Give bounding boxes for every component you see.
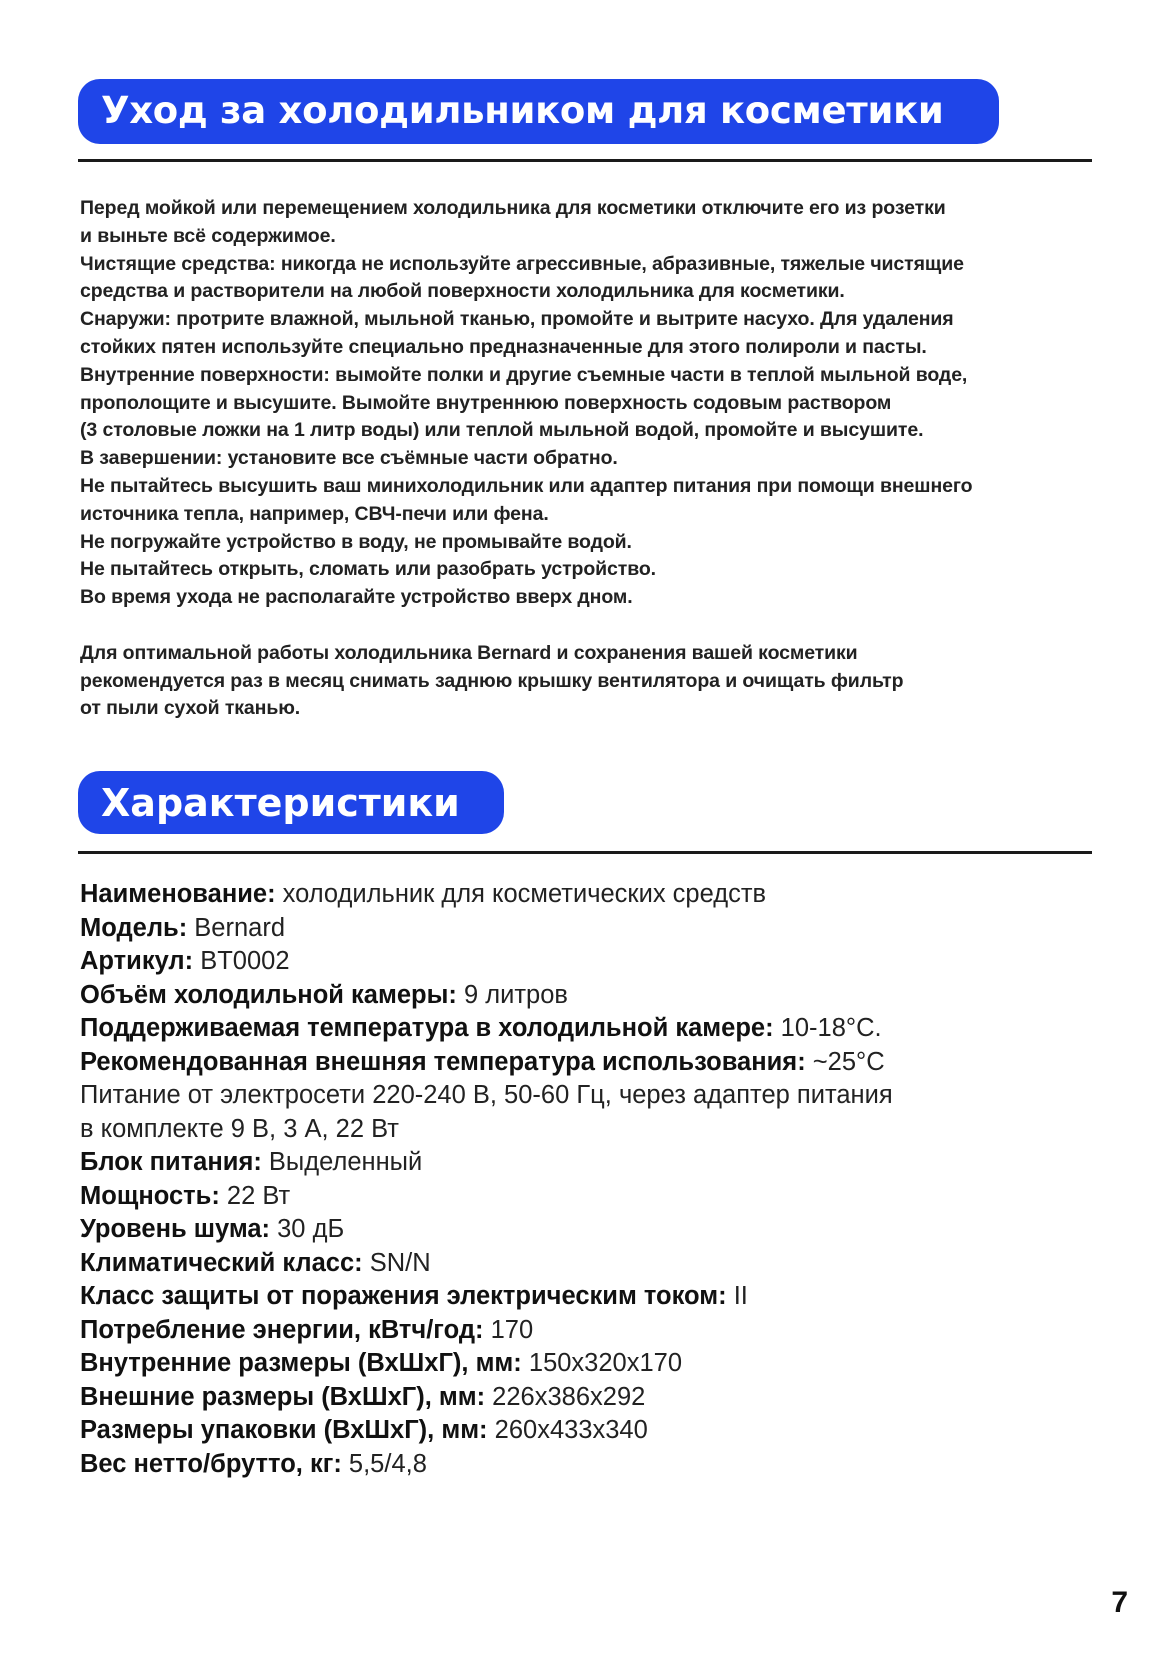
spec-label: Класс защиты от поражения электрическим током: — [80, 1282, 727, 1310]
spec-row-power — [80, 1180, 1100, 1214]
spec-row-name — [80, 878, 1100, 912]
care-line: Не пытайтесь высушить ваш минихолодильник или адаптер питания при помощи внешнего — [80, 474, 973, 497]
spec-row-energy — [80, 1314, 1100, 1348]
specs-list — [80, 878, 1100, 1481]
spec-row-power-supply — [80, 1079, 1100, 1113]
spec-value: 260x433x340 — [487, 1416, 648, 1444]
spec-label: Наименование: — [80, 880, 276, 908]
spec-value: BT0002 — [193, 947, 290, 975]
spec-value: ~25°С — [805, 1047, 885, 1076]
spec-value: 22 Вт — [219, 1181, 291, 1210]
spec-row-weight — [80, 1448, 1100, 1482]
spec-row-power-unit — [80, 1146, 1100, 1180]
care-line: В завершении: установите все съёмные части обратно. — [80, 447, 618, 470]
spec-row-ambient-temperature — [80, 1046, 1100, 1080]
spec-row-model — [80, 912, 1100, 946]
spec-value: 9 литров — [456, 980, 568, 1009]
spec-row-package-dimensions — [80, 1414, 1100, 1448]
spec-row-power-supply-cont — [80, 1113, 1100, 1147]
care-line: Не пытайтесь открыть, сломать или разобрать устройство. — [80, 558, 656, 581]
specs-section-title: Характеристики — [78, 771, 504, 834]
care-note-line: рекомендуется раз в месяц снимать заднюю крышку вентилятора и очищать фильтр — [80, 669, 904, 692]
spec-row-volume — [80, 979, 1100, 1013]
spec-label: Модель: — [80, 913, 188, 942]
spec-value: холодильник для косметических средств — [275, 880, 767, 908]
care-line: Чистящие средства: никогда не используйте агрессивные, абразивные, тяжелые чистящие — [80, 252, 964, 275]
spec-label: Артикул: — [80, 947, 194, 975]
spec-label: Размеры упаковки (ВхШхГ), мм: — [80, 1416, 488, 1444]
spec-label: Внутренние размеры (ВхШхГ), мм: — [80, 1349, 522, 1377]
spec-row-internal-dimensions — [80, 1347, 1100, 1381]
spec-label: Климатический класс: — [80, 1248, 363, 1277]
spec-row-noise — [80, 1213, 1100, 1247]
care-line: Во время ухода не располагайте устройство вверх дном. — [80, 586, 633, 609]
spec-row-climate-class — [80, 1247, 1100, 1281]
care-line: (3 столовые ложки на 1 литр воды) или теплой мыльной водой, промойте и высушите. — [80, 419, 924, 442]
spec-row-article — [80, 945, 1100, 979]
care-divider — [78, 159, 1092, 162]
spec-label: Объём холодильной камеры: — [80, 980, 457, 1009]
care-line: Внутренние поверхности: вымойте полки и другие съемные части в теплой мыльной воде, — [80, 363, 968, 386]
spec-value: Питание от электросети 220-240 В, 50-60 Гц, через адаптер питания — [80, 1081, 893, 1109]
spec-label: Поддерживаемая температура в холодильной камере: — [80, 1014, 774, 1042]
care-instructions — [80, 195, 1100, 723]
spec-row-temperature — [80, 1012, 1100, 1046]
care-section-title: Уход за холодильником для косметики — [78, 79, 999, 144]
specs-divider — [78, 851, 1092, 854]
care-line: стойких пятен используйте специально предназначенные для этого полироли и пасты. — [80, 335, 927, 358]
care-line: Снаружи: протрите влажной, мыльной тканью, промойте и вытрите насухо. Для удаления — [80, 308, 954, 331]
spec-value: Выделенный — [261, 1148, 423, 1176]
paragraph-gap — [80, 612, 1100, 640]
spec-label: Блок питания: — [80, 1148, 262, 1176]
care-line: источника тепла, например, СВЧ-печи или фена. — [80, 502, 549, 525]
page-number: 7 — [1111, 1586, 1128, 1619]
care-line: средства и растворители на любой поверхности холодильника для косметики. — [80, 280, 845, 303]
care-line: Перед мойкой или перемещением холодильника для косметики отключите его из розетки — [80, 197, 946, 219]
spec-value: SN/N — [362, 1248, 431, 1277]
care-line: прополощите и высушите. Вымойте внутреннюю поверхность содовым раствором — [80, 391, 892, 414]
spec-row-protection-class — [80, 1280, 1100, 1314]
care-line: Не погружайте устройство в воду, не промывайте водой. — [80, 530, 632, 553]
spec-value: 170 — [483, 1315, 534, 1344]
spec-value: Bernard — [187, 913, 286, 942]
spec-value: в комплекте 9 В, 3 А, 22 Вт — [80, 1114, 399, 1143]
spec-label: Рекомендованная внешняя температура использования: — [80, 1047, 806, 1076]
spec-value: 30 дБ — [270, 1215, 345, 1243]
spec-value: 10-18°С. — [773, 1014, 882, 1042]
spec-label: Внешние размеры (ВхШхГ), мм: — [80, 1382, 486, 1411]
spec-label: Мощность: — [80, 1181, 220, 1210]
spec-value: 226x386x292 — [485, 1382, 646, 1411]
spec-value: 150x320x170 — [521, 1349, 683, 1377]
care-note-line: от пыли сухой тканью. — [80, 697, 301, 720]
spec-label: Потребление энергии, кВтч/год: — [80, 1315, 484, 1344]
spec-label: Уровень шума: — [80, 1215, 271, 1243]
care-note-line: Для оптимальной работы холодильника Bernard и сохранения вашей косметики — [80, 641, 858, 664]
care-line: и выньте всё содержимое. — [80, 224, 336, 247]
spec-value: II — [726, 1282, 748, 1310]
spec-value: 5,5/4,8 — [341, 1449, 427, 1478]
spec-row-external-dimensions — [80, 1381, 1100, 1415]
spec-label: Вес нетто/брутто, кг: — [80, 1449, 342, 1478]
